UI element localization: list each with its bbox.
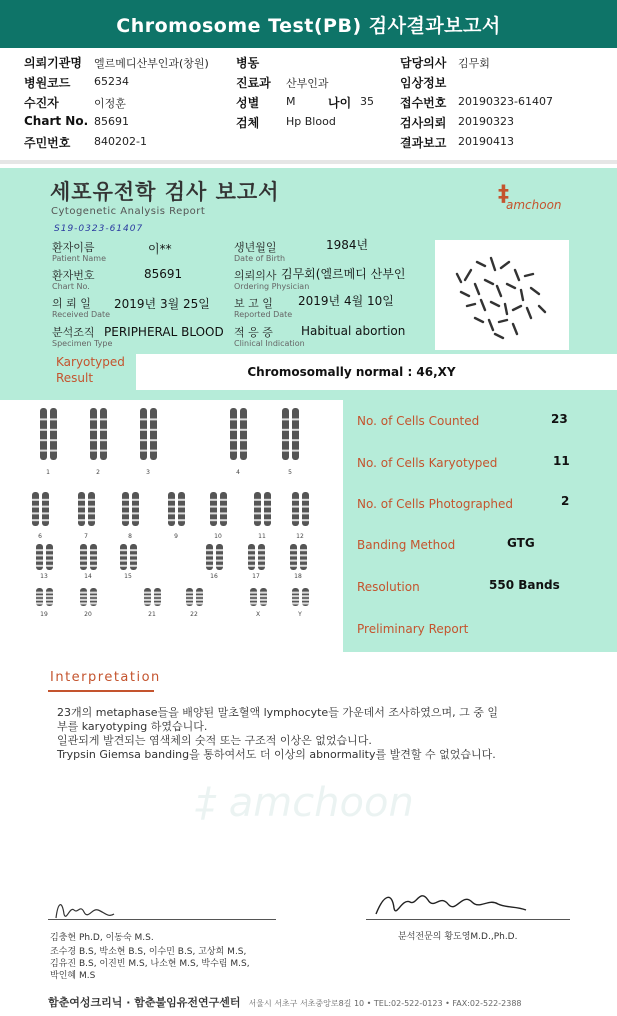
chromosome-pair <box>290 544 307 570</box>
chromosome-pair <box>210 492 227 526</box>
chart-label: Chart No. <box>24 114 89 128</box>
chromosome-label: 20 <box>84 611 92 618</box>
report-date-value: 20190413 <box>458 135 514 148</box>
chromosome-label: 2 <box>96 469 100 476</box>
accession-value: 20190323-61407 <box>458 95 553 108</box>
id-label: 주민번호 <box>24 136 71 150</box>
chromosome-label: 4 <box>236 469 240 476</box>
chromosome-label: 15 <box>124 573 132 580</box>
stat-value-banding: GTG <box>507 536 535 550</box>
signature-left-line <box>48 919 276 920</box>
staff-line-1: 김충현 Ph.D, 이동숙 M.S. <box>50 933 154 943</box>
stat-label-banding: Banding Method <box>357 538 456 552</box>
indication-label: 적 응 증 Clinical Indication <box>234 326 305 348</box>
interpretation-text: 23개의 metaphase들을 배양된 말초혈액 lymphocyte들 가운데서 조사하였으며, 그 중 일 부를 karyotyping 하였습니다. 일관되게 발견되는 염색체의 숫적 또는 구조적 이상은 없었습니다. Trypsin Giemsa banding을 통하여서도 더 이상의 abnormality를 발견할 수 없었습니다. <box>57 706 498 761</box>
clinical-label: 임상정보 <box>400 76 447 90</box>
chromosome-pair <box>250 588 267 606</box>
accession-label: 접수번호 <box>400 96 447 110</box>
stat-value-photographed: 2 <box>561 494 570 508</box>
request-value: 20190323 <box>458 115 514 128</box>
specimen-type-label: 분석조직 Specimen Type <box>52 326 113 348</box>
chromosome-pair <box>140 408 157 460</box>
patient-name-value: 이** <box>148 242 172 256</box>
chromosome-label: 8 <box>128 533 132 540</box>
chromosome-pair <box>230 408 247 460</box>
chromosome-label: 5 <box>288 469 292 476</box>
header-info <box>0 54 617 154</box>
interpretation-underline <box>48 690 154 692</box>
chromosome-pair <box>36 588 53 606</box>
chromosome-label: 18 <box>294 573 302 580</box>
stat-label-karyotyped: No. of Cells Karyotyped <box>357 456 498 470</box>
specimen-type-value: PERIPHERAL BLOOD <box>104 325 224 339</box>
specimen-label: 검체 <box>236 116 260 130</box>
specimen-value: Hp Blood <box>286 115 336 128</box>
chromosome-label: 1 <box>46 469 50 476</box>
karyogram-image <box>0 400 343 652</box>
karyotype-result: Chromosomally normal : 46,XY <box>136 354 617 390</box>
chromosome-pair <box>254 492 271 526</box>
footer <box>48 994 522 1010</box>
chromosome-pair <box>292 492 309 526</box>
footer-address: 서울시 서초구 서초중앙로8길 10 • TEL:02-522-0123 • FAX:02-522-2388 <box>248 999 522 1008</box>
dob-value: 1984년 <box>326 238 369 252</box>
analyst-signature-label: 분석전문의 황도영M.D.,Ph.D. <box>398 932 518 942</box>
report-title: 세포유전학 검사 보고서 <box>50 180 280 204</box>
cytogenetic-report: 세포유전학 검사 보고서 Cytogenetic Analysis Report ‡ amchoon S19-0323-61407 환자이름 Patient Name 이** 생년월일 Date of Birth 1984년 환자번호 Chart No. 85691 의뢰의사 Ordering Physician 김무회(엘르메디 산부인 의 뢰 일 Received Date 2019년 3월 25일 보 고 일 Reported Date 2019년 4월 10일 분석조직 Specimen Type PERIPHERAL BLOOD 적 응 증 Clinical Indication Habitual abortion Karyotyped Result Chromosomally normal : 46,XY 1 2 3 4 5 6 7 8 9 10 11 12 13 14 15 16 17 18 19 20 21 22 X Y No. of Cells Counted 23 No. of Cells Karyotyped 11 No. of Cells Photographed 2 Banding Method GTG Resolution 550 Bands Preliminary Report <box>0 168 617 652</box>
signature-left <box>48 896 144 928</box>
chromosome-pair <box>248 544 265 570</box>
chromosome-pair <box>90 408 107 460</box>
chromosome-label: 12 <box>296 533 304 540</box>
institution-label: 의뢰기관명 <box>24 56 82 70</box>
patient-chart-value: 85691 <box>144 267 183 281</box>
stat-label-resolution: Resolution <box>357 580 420 594</box>
chromosome-pair <box>122 492 139 526</box>
chromosome-label: 14 <box>84 573 92 580</box>
reported-value: 2019년 4월 10일 <box>298 294 394 308</box>
hospital-code-label: 병원코드 <box>24 76 71 90</box>
indication-value: Habitual abortion <box>301 324 406 338</box>
patient-chart-label: 환자번호 Chart No. <box>52 269 95 291</box>
stat-label-photographed: No. of Cells Photographed <box>357 497 513 511</box>
chromosome-label: 11 <box>258 533 266 540</box>
chromosome-pair <box>282 408 299 460</box>
chromosome-label: 6 <box>38 533 42 540</box>
chromosome-label: X <box>255 611 261 618</box>
stat-label-preliminary: Preliminary Report <box>357 622 469 636</box>
chromosome-pair <box>186 588 203 606</box>
collector-label: 수진자 <box>24 96 59 110</box>
ward-label: 병동 <box>236 56 260 70</box>
reported-label: 보 고 일 Reported Date <box>234 297 293 319</box>
page-title: Chromosome Test(PB) 검사결과보고서 <box>0 0 617 48</box>
stat-value-karyotyped: 11 <box>553 454 570 468</box>
chromosome-label: 16 <box>210 573 218 580</box>
hospital-code-value: 65234 <box>94 75 129 88</box>
stat-value-counted: 23 <box>551 412 568 426</box>
patient-name-label: 환자이름 Patient Name <box>52 241 106 263</box>
chromosome-pair <box>40 408 57 460</box>
chromosome-label: 9 <box>174 533 178 540</box>
report-subtitle: Cytogenetic Analysis Report <box>51 206 206 217</box>
chromosome-pair <box>32 492 49 526</box>
handwritten-number: S19-0323-61407 <box>54 224 144 234</box>
chromosome-label: Y <box>298 611 302 618</box>
footer-name: 함춘여성크리닉 · 함춘불임유전연구센터 <box>48 996 241 1009</box>
metaphase-spread-image <box>435 240 569 350</box>
chromosome-pair <box>78 492 95 526</box>
physician-value: 김무회(엘르메디 산부인 <box>281 267 406 281</box>
chromosome-pair <box>80 544 97 570</box>
chromosome-label: 17 <box>252 573 260 580</box>
report-date-label: 결과보고 <box>400 136 447 150</box>
physician-label: 의뢰의사 Ordering Physician <box>234 269 310 291</box>
chromosome-pair <box>168 492 185 526</box>
chromosome-label: 7 <box>84 533 88 540</box>
age-label: 나이 <box>328 96 352 110</box>
collector-value: 이정훈 <box>94 97 126 110</box>
stat-label-counted: No. of Cells Counted <box>357 414 480 428</box>
staff-line-2: 조수경 B.S, 박소현 B.S, 이수민 B.S, 고상희 M.S, <box>50 947 247 957</box>
dept-value: 산부인과 <box>286 77 329 90</box>
chromosome-pair <box>120 544 137 570</box>
chromosome-pair <box>206 544 223 570</box>
id-value: 840202-1 <box>94 135 147 148</box>
chromosome-label: 22 <box>190 611 198 618</box>
interpretation-title: Interpretation <box>50 670 161 685</box>
chromosome-label: 10 <box>214 533 222 540</box>
staff-line-4: 박인혜 M.S <box>50 971 96 981</box>
received-value: 2019년 3월 25일 <box>114 297 210 311</box>
chromosome-label: 21 <box>148 611 156 618</box>
cell-statistics <box>343 400 617 652</box>
chromosome-label: 19 <box>40 611 48 618</box>
chromosome-pair <box>36 544 53 570</box>
dob-label: 생년월일 Date of Birth <box>234 241 286 263</box>
watermark-logo: ‡ amchoon <box>196 780 414 826</box>
stat-value-resolution: 550 Bands <box>489 578 560 592</box>
sex-value: M <box>286 95 296 108</box>
institution-value: 엘르메디산부인과(창원) <box>94 57 209 70</box>
received-label: 의 뢰 일 Received Date <box>52 297 111 319</box>
chart-value: 85691 <box>94 115 129 128</box>
signature-right-line <box>366 919 570 920</box>
chromosome-label: 13 <box>40 573 48 580</box>
chromosome-pair <box>144 588 161 606</box>
doctor-label: 담당의사 <box>400 56 447 70</box>
doctor-value: 김무회 <box>458 57 490 70</box>
staff-line-3: 김유진 B.S, 이진빈 M.S, 나소현 M.S, 박수림 M.S, <box>50 959 250 969</box>
chromosome-pair <box>80 588 97 606</box>
chromosome-pair <box>292 588 309 606</box>
karyotyped-result-label: Karyotyped Result <box>56 355 125 385</box>
header-divider <box>0 160 617 164</box>
sex-label: 성별 <box>236 96 260 110</box>
dept-label: 진료과 <box>236 76 271 90</box>
age-value: 35 <box>360 95 374 108</box>
chromosome-label: 3 <box>146 469 150 476</box>
request-label: 검사의뢰 <box>400 116 447 130</box>
